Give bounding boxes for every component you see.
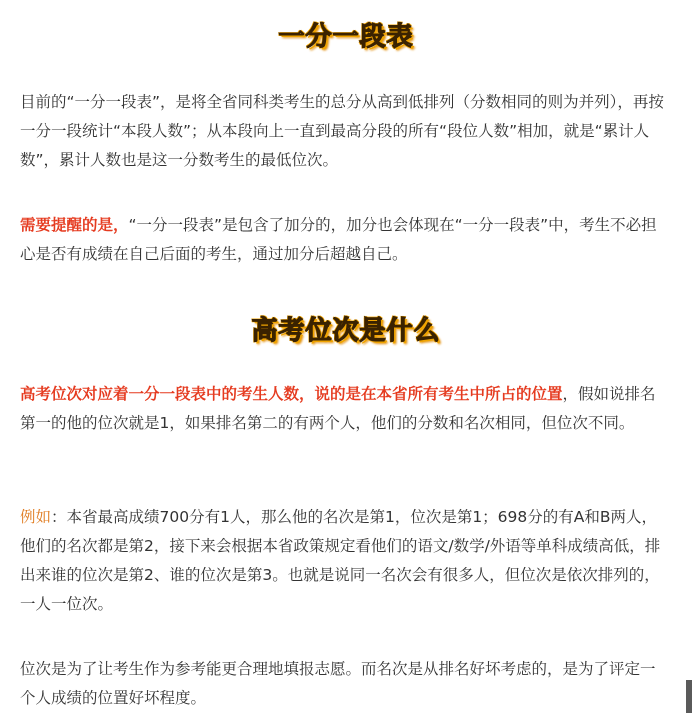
paragraph-rank-definition bbox=[20, 380, 670, 438]
paragraph-score-table-definition: 目前的“一分一段表”，是将全省同科类考生的总分从高到低排列（分数相同的则为并列），再按一分一段统计“本段人数”；从本段向上一直到最高分段的所有“段位人数”相加，就是“累计人数”，累计人数也是这一分数考生的最低位次。 bbox=[20, 93, 664, 169]
section-title-rank: 高考位次是什么 bbox=[251, 316, 441, 346]
paragraph-rank-purpose: 位次是为了让考生作为参考能更合理地填报志愿。而名次是从排名好坏考虑的，是为了评定一个人成绩的位置好坏程度。 bbox=[20, 660, 656, 707]
section-title-score-table: 一分一段表 bbox=[278, 22, 414, 52]
example-text: ：本省最高成绩700分有1人，那么他的名次是第1，位次是第1；698分的有A和B两人，他们的名次都是第2，接下来会根据本省政策规定看他们的语文/数学/外语等单科成绩高低，排出来谁的位次是第2、谁的位次是第3。也就是说同一名次会有很多人，但位次是依次排列的，一人一位次。 bbox=[20, 508, 661, 613]
rank-definition-lead: 高考位次对应着一分一段表中的考生人数，说的是在本省所有考生中所占的位置 bbox=[20, 385, 563, 403]
rank-definition-text: ，假如说排名第一的他的位次就是1，如果排名第二的有两个人，他们的分数和名次相同，但位次不同。 bbox=[20, 385, 656, 432]
paragraph-example bbox=[20, 503, 670, 619]
reminder-lead: 需要提醒的是， bbox=[20, 216, 129, 234]
paragraph-bonus-reminder bbox=[20, 211, 670, 269]
scrollbar-edge[interactable] bbox=[686, 680, 692, 713]
example-lead: 例如 bbox=[20, 508, 52, 526]
reminder-text: “一分一段表”是包含了加分的，加分也会体现在“一分一段表”中，考生不必担心是否有成绩在自己后面的考生，通过加分后超越自己。 bbox=[20, 216, 657, 263]
